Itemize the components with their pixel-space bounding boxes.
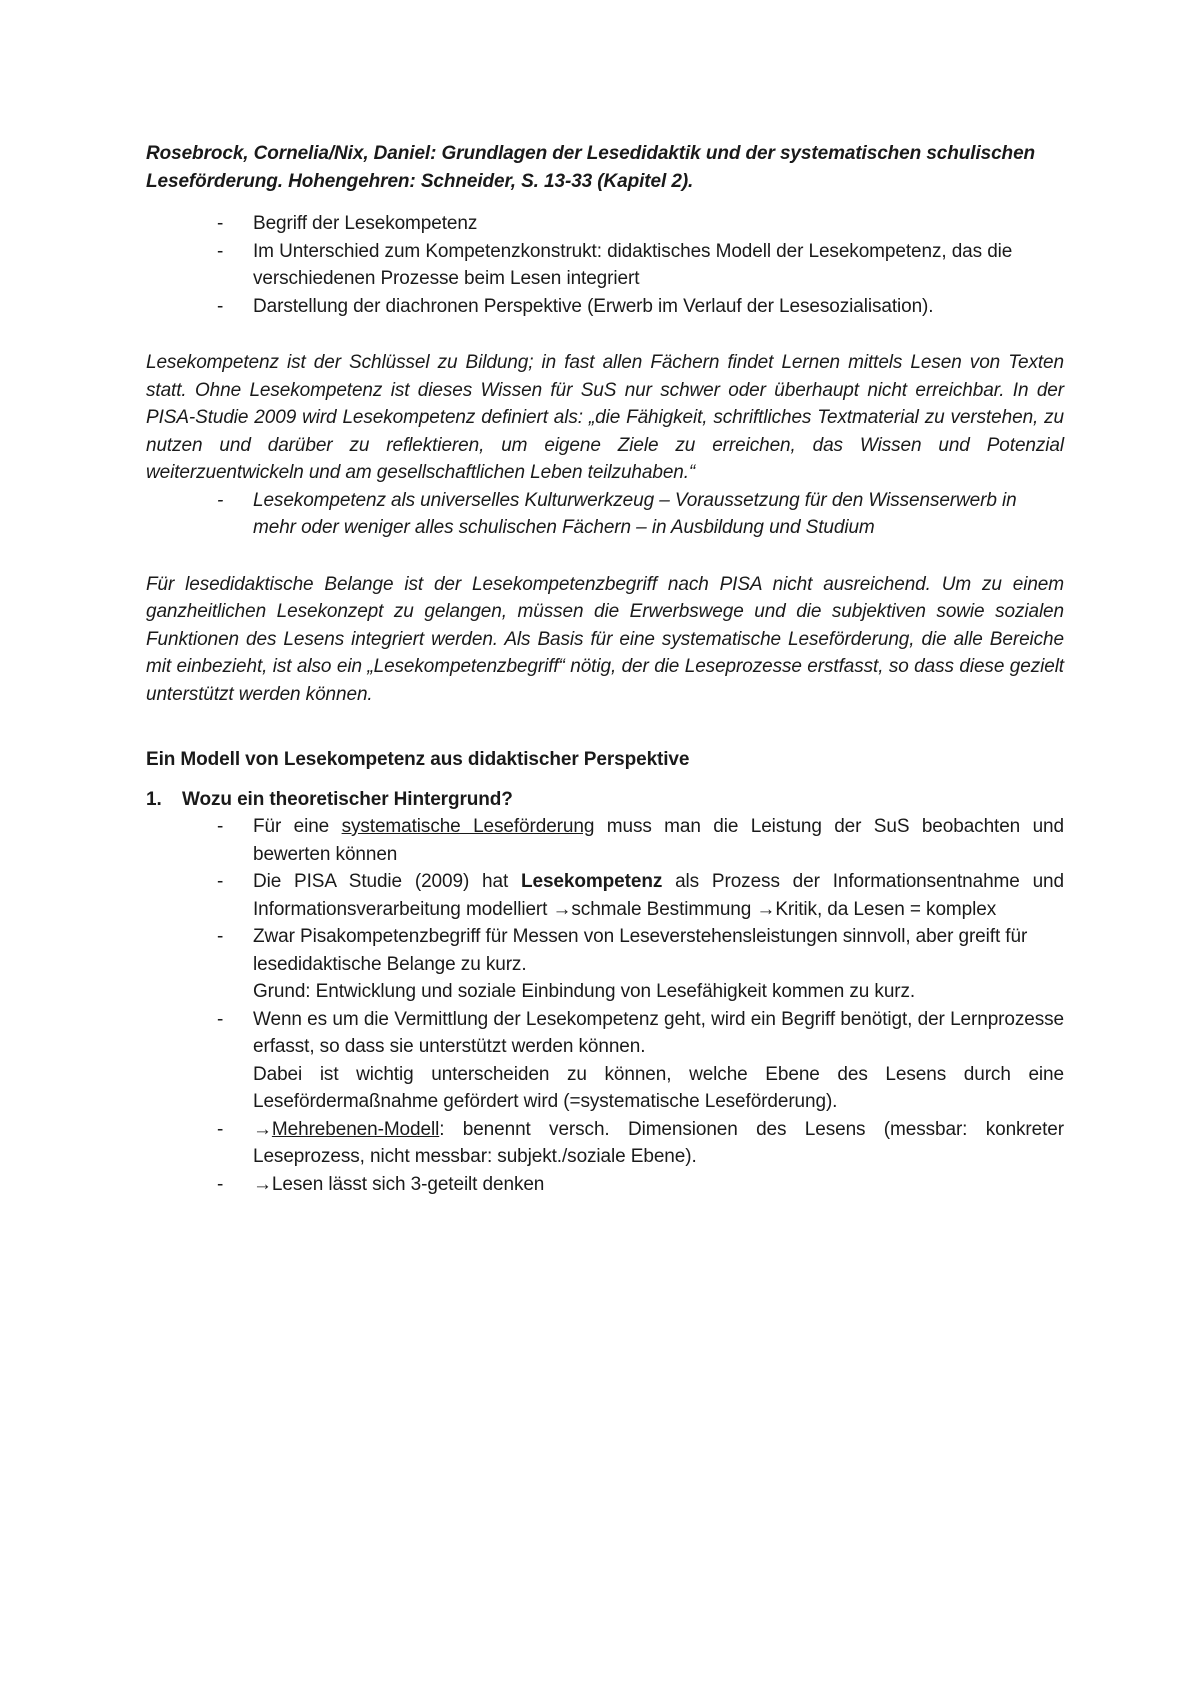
heading-number: 1. xyxy=(146,788,162,810)
paragraph-lesekompetenz: Lesekompetenz ist der Schlüssel zu Bildung; in fast allen Fächern findet Lernen mittels Lesen von Texten statt. Ohne Lesekompetenz ist dieses Wissen für SuS nur schwer oder überhaupt nicht erreichbar. In der PISA-Studie 2009 wird Lesekompetenz definiert als: „die Fähigkeit, schriftliches Textmaterial zu verstehen, zu nutzen und darüber zu reflektieren, um eigene Ziele zu erreichen, das Wissen und Potenzial weiterzuentwickeln und am gesellschaftlichen Leben teilzuhaben.“ xyxy=(146,352,1064,483)
arrow-icon: → xyxy=(253,1173,272,1195)
list-item xyxy=(146,868,1064,923)
numbered-heading xyxy=(146,786,1064,814)
list-item xyxy=(146,487,1064,542)
dash-bullet: - xyxy=(217,926,224,947)
heading-title: Wozu ein theoretischer Hintergrund? xyxy=(182,788,513,810)
list-item-text: Im Unterschied zum Kompetenzkonstrukt: didaktisches Modell der Lesekompetenz, das die verschiedenen Prozesse beim Lesen integriert xyxy=(253,240,1013,289)
culture-tool-list xyxy=(146,487,1064,542)
dash-bullet: - xyxy=(217,295,224,317)
list-item xyxy=(146,1006,1064,1116)
text-segment: Für eine xyxy=(253,816,342,837)
list-item-text: Zwar Pisakompetenzbegriff für Messen von Leseverstehensleistungen sinnvoll, aber greift für lesedidaktische Belange zu kurz. xyxy=(253,926,1028,975)
dash-bullet: - xyxy=(217,240,224,262)
citation-line-1: Rosebrock, Cornelia/Nix, Daniel: Grundlagen der Lesedidaktik und der systematischen schulischen xyxy=(146,143,1036,164)
list-item-text: Lesekompetenz als universelles Kulturwerkzeug – Voraussetzung für den Wissenserwerb in mehr oder weniger alles schulischen Fächern – in Ausbildung und Studium xyxy=(253,489,1017,538)
list-item-text: Begriff der Lesekompetenz xyxy=(253,213,478,234)
list-item xyxy=(146,923,1064,1006)
text-segment: als Prozess der Informationsentnahme und Informationsverarbeitung modelliert xyxy=(253,871,1064,920)
citation-line-2: Leseförderung. Hohengehren: Schneider, S. 13-33 (Kapitel 2). xyxy=(146,170,694,192)
dash-bullet: - xyxy=(217,213,224,234)
arrow-icon: → xyxy=(756,898,776,920)
section-heading: Ein Modell von Lesekompetenz aus didaktischer Perspektive xyxy=(146,749,690,770)
text-segment: Die PISA Studie (2009) hat xyxy=(253,871,521,892)
bold-term: Lesekompetenz xyxy=(520,871,663,892)
arrow-icon: → xyxy=(552,898,572,920)
list-item xyxy=(146,1171,1064,1199)
dash-bullet: - xyxy=(217,871,224,892)
text-segment: muss man die Leistung der SuS beobachten und bewerten können xyxy=(253,816,1064,865)
text-segment: : benennt versch. Dimensionen des Lesens (messbar: konkreter Leseprozess, nicht messbar: subjekt./soziale Ebene). xyxy=(253,1118,1064,1167)
list-item xyxy=(146,813,1064,868)
list-item xyxy=(146,238,1064,293)
list-item xyxy=(146,1116,1064,1171)
text-segment: Kritik, da Lesen = komplex xyxy=(775,898,997,920)
underlined-term: systematische Leseförderung xyxy=(341,816,595,837)
overview-list xyxy=(146,210,1064,320)
underlined-term: Mehrebenen-Modell xyxy=(271,1118,440,1140)
list-item-text: Darstellung der diachronen Perspektive (Erwerb im Verlauf der Lesesozialisation). xyxy=(253,295,934,317)
background-list xyxy=(146,813,1064,1198)
arrow-icon: → xyxy=(253,1118,272,1140)
citation xyxy=(146,140,1064,195)
text-segment: schmale Bestimmung xyxy=(571,898,757,920)
list-item xyxy=(146,293,1064,321)
list-item-text: Lesen lässt sich 3-geteilt denken xyxy=(271,1173,545,1195)
dash-bullet: - xyxy=(217,489,224,511)
paragraph-pisa-critique: Für lesedidaktische Belange ist der Lesekompetenzbegriff nach PISA nicht ausreichend. Um zu einem ganzheitlichen Lesekonzept zu gelangen, müssen die Erwerbswege und die subjektiven sowie sozialen Funktionen des Lesens integriert werden. Als Basis für eine systematische Leseförderung, die alle Bereiche mit einbezieht, ist also ein „Lesekompetenzbegriff“ nötig, der die Leseprozesse erstfasst, so dass diese gezielt unterstützt werden können. xyxy=(146,573,1064,705)
list-item-text: Wenn es um die Vermittlung der Lesekompetenz geht, wird ein Begriff benötigt, der Lernprozesse erfasst, so dass sie unterstützt werden können. xyxy=(253,1008,1064,1057)
list-item-subtext: Grund: Entwicklung und soziale Einbindung von Lesefähigkeit kommen zu kurz. xyxy=(253,981,916,1002)
list-item-subtext: Dabei ist wichtig unterscheiden zu können, welche Ebene des Lesens durch eine Lesefördermaßnahme gefördert wird (=systematische Leseförderung). xyxy=(253,1063,1064,1112)
dash-bullet: - xyxy=(217,1118,224,1140)
dash-bullet: - xyxy=(217,816,224,837)
dash-bullet: - xyxy=(217,1008,224,1030)
dash-bullet: - xyxy=(217,1173,224,1195)
list-item xyxy=(146,210,1064,238)
document-content xyxy=(146,140,1064,1198)
